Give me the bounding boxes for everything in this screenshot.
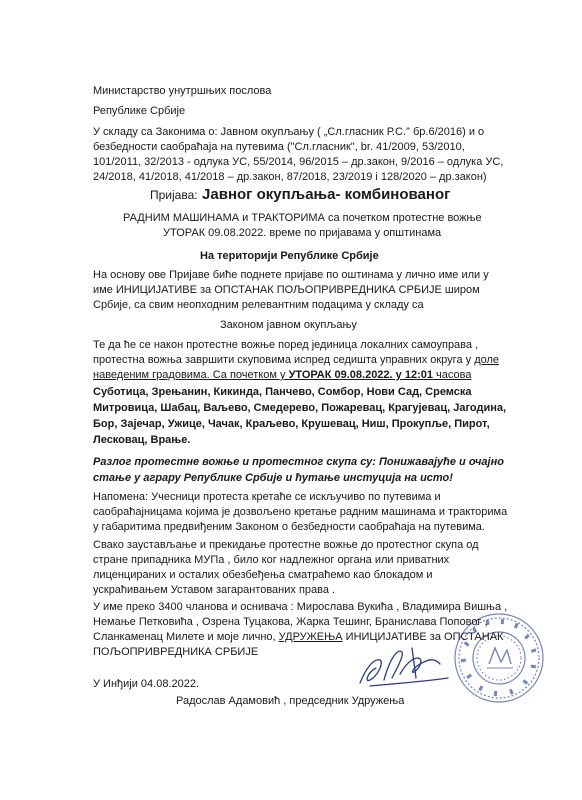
paragraph-line bbox=[93, 353, 499, 368]
subtitle-line: РАДНИМ МАШИНАМА и ТРАКТОРИМА са почетком протестне вожње bbox=[123, 212, 482, 224]
note-line: Напомена: Учесници протеста кретаће се искључиво по путевима и bbox=[93, 491, 441, 503]
law-name: Законом јавном окупљању bbox=[220, 319, 357, 331]
paragraph-line: На основу ове Пријаве биће поднете пријаве по оштинама у лично име или у bbox=[93, 269, 489, 281]
subtitle-line: УТОРАК 09.08.2022. време по пријавама у општинама bbox=[163, 227, 442, 239]
city-list-line: Бор, Зајечар, Ужице, Чачак, Краљево, Крушевац, Ниш, Прокупље, Пирот, bbox=[93, 418, 490, 430]
header-ministry: Министарство унутршњих послова bbox=[93, 85, 272, 97]
underlined-text: доле bbox=[474, 354, 500, 366]
stopping-line: Свако заустављање и прекидање протестне вожње до протестног скупа од bbox=[93, 539, 479, 551]
members-text: ИНИЦИЈАТИВЕ за ОПСТАНАК bbox=[342, 631, 504, 643]
paragraph-line: Србије, са свим неопходним релевантним подацима у складу са bbox=[93, 299, 424, 311]
paragraph-line bbox=[93, 368, 471, 383]
stopping-line: ускраћивањем Уставом загарантованих права . bbox=[93, 584, 336, 596]
members-paragraph bbox=[93, 600, 563, 662]
members-text: Сланкаменац Милете и моје лично, bbox=[93, 631, 279, 643]
legal-basis-line: 101/2011, 32/2013 - одлука УС, 55/2014, 96/2015 – др.закон, 9/2016 – одлука УС, bbox=[93, 156, 504, 168]
paragraph-text: протестна вожња завршити скуповима испред седишта управних округа у bbox=[93, 354, 475, 366]
paragraph-line: име ИНИЦИЈАТИВЕ за ОПСТАНАК ПОЉОПРИВРЕДНИКА СРБИЈЕ широм bbox=[93, 284, 480, 296]
handwritten-signature-icon bbox=[340, 628, 470, 698]
start-datetime: УТОРАК 09.08.2022. у 12:01 bbox=[288, 369, 433, 381]
city-list-line: Суботица, Зрењанин, Кикинда, Панчево, Сомбор, Нови Сад, Сремска bbox=[93, 386, 472, 398]
members-line: ПОЉОПРИВРЕДНИКА СРБИЈЕ bbox=[93, 646, 259, 658]
legal-basis-line: У складу са Законима о: Јавном окупљању ( „Сл.гласник Р.С." бр.6/2016) и о bbox=[93, 126, 485, 138]
city-list bbox=[93, 385, 563, 449]
paragraph-filing bbox=[93, 268, 553, 314]
legal-basis bbox=[93, 125, 553, 187]
header-republic: Републике Србије bbox=[93, 105, 186, 117]
city-list-line: Митровица, Шабац, Ваљево, Смедерево, Пожаревац, Крагујевац, Јагодина, bbox=[93, 402, 507, 414]
paragraph-route bbox=[93, 338, 553, 384]
reason-line: стање у аграру Републике Србије и ћутање инстуција на исто! bbox=[93, 472, 453, 484]
note-paragraph bbox=[93, 490, 563, 536]
paragraph-line: Те да ће се након протестне вожње поред јединица локалних самоуправа , bbox=[93, 339, 479, 351]
signatory-name: Радослав Адамовић , председник Удружења bbox=[176, 695, 405, 707]
reason-line: Разлог протестне вожње и протестног скупа су: Понижавајуће и очајно bbox=[93, 456, 504, 468]
city-list-line: Лесковац, Врање. bbox=[93, 434, 191, 446]
document-title bbox=[150, 186, 450, 204]
note-line: саобраћајницама којима је дозвољено кретање радним машинама и тракторима bbox=[93, 506, 508, 518]
legal-basis-line: 24/2018, 41/2018, 41/2018 – др.закон, 87/2018, 23/2019 i 128/2020 – др.закон) bbox=[93, 171, 487, 183]
title-prefix: Пријава: bbox=[150, 188, 198, 202]
stopping-paragraph bbox=[93, 538, 563, 598]
territory-heading: На територији Републике Србије bbox=[200, 250, 379, 262]
members-line: Немање Петковића , Озрена Туцакова, Жарка Тешинг, Бранислава Поповог , bbox=[93, 616, 488, 628]
members-line: У име преко 3400 чланова и оснивача : Мирослава Вукића , Владимира Вишња , bbox=[93, 601, 508, 613]
protest-reason bbox=[93, 455, 563, 487]
underlined-text: наведеним градовима. Са почетком у bbox=[93, 369, 289, 381]
place-date: У Инђији 04.08.2022. bbox=[93, 678, 200, 690]
underlined-text: часова bbox=[432, 369, 472, 381]
stopping-line: стране припадника МУПа , било ког надлежног органа или приватних bbox=[93, 554, 450, 566]
stopping-line: лиценцираних и осталих обезбеђења сматраћемо као блокадом и bbox=[93, 569, 433, 581]
legal-basis-line: безбедности саобраћаја на путевима ("Сл.гласник", br. 41/2009, 53/2010, bbox=[93, 141, 465, 153]
title-main: Јавног окупљања- комбинованог bbox=[202, 186, 451, 203]
note-line: у габаритима предвиђеним Законом о безбедности саобраћаја на путевима. bbox=[93, 521, 485, 533]
association-word: УДРУЖЕЊА bbox=[278, 631, 343, 643]
